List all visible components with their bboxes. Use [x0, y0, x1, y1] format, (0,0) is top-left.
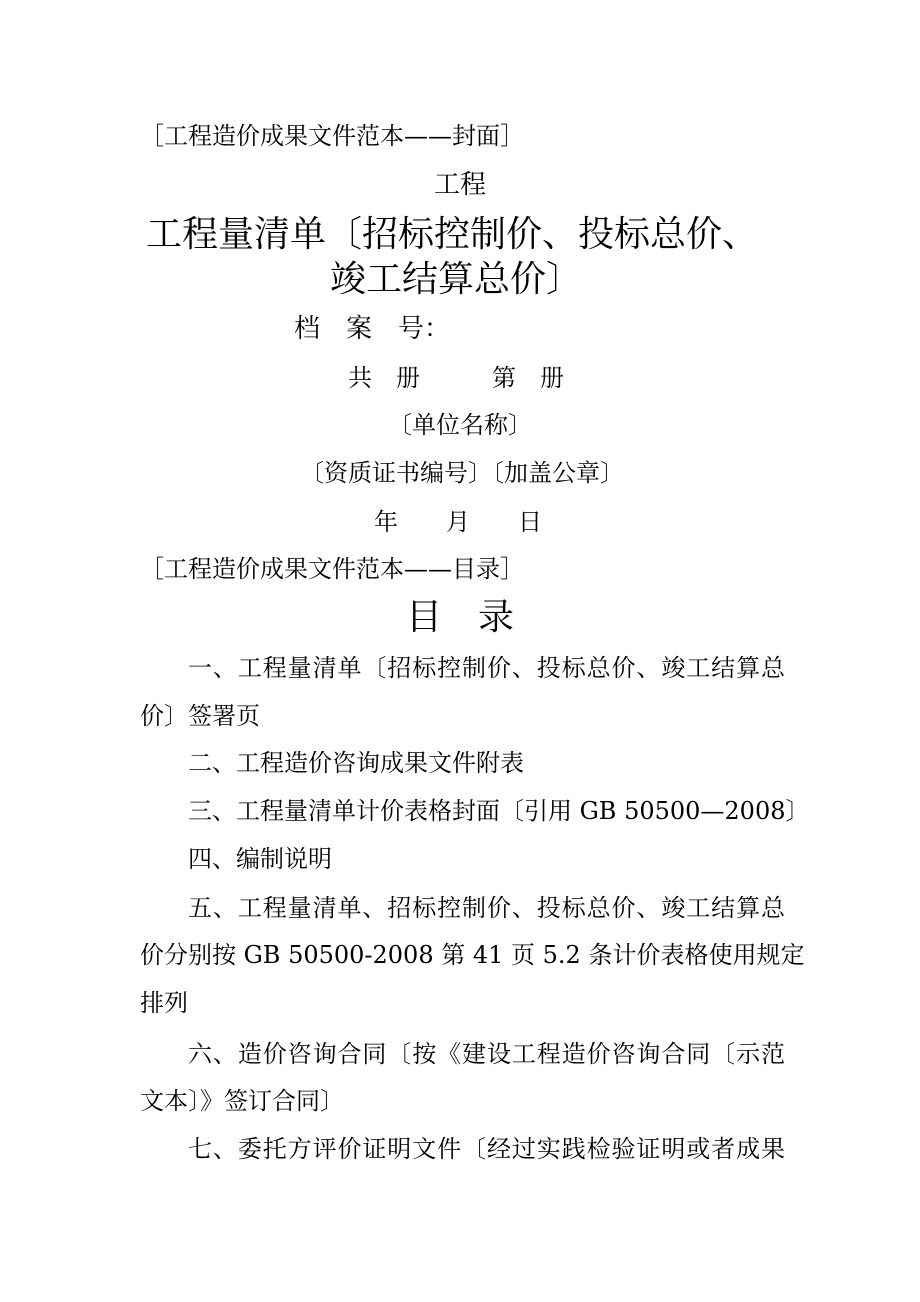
cover-title-line-1: 工程量清单〔招标控制价、投标总价、	[146, 214, 759, 255]
qualification-seal: 〔资质证书编号〕〔加盖公章〕	[300, 459, 624, 487]
toc-section-label: ［工程造价成果文件范本——目录］	[140, 555, 524, 583]
toc-heading: 目 录	[405, 597, 514, 638]
unit-name: 〔单位名称〕	[388, 411, 532, 439]
toc-item-2: 二、工程造价咨询成果文件附表	[188, 749, 524, 777]
toc-item-1-line-2: 价〕签署页	[140, 702, 260, 730]
toc-item-5-line-3: 排列	[140, 989, 188, 1017]
toc-item-6-line-2: 文本〕》签订合同〕	[140, 1087, 344, 1115]
toc-item-3: 三、工程量清单计价表格封面〔引用 GB 50500—2008〕	[188, 797, 810, 825]
cover-title-line-2: 竣工结算总价〕	[330, 259, 583, 300]
toc-item-1-line-1: 一、工程量清单〔招标控制价、投标总价、竣工结算总	[188, 654, 785, 682]
date-line: 年 月 日	[374, 508, 542, 536]
volume-count: 共 册 第 册	[348, 364, 564, 392]
project-word: 工程	[433, 170, 486, 200]
toc-item-5-line-2: 价分别按 GB 50500-2008 第 41 页 5.2 条计价表格使用规定	[140, 941, 805, 969]
toc-item-7-line-1: 七、委托方评价证明文件〔经过实践检验证明或者成果	[188, 1135, 785, 1163]
archive-number-label: 档 案 号：	[294, 314, 451, 344]
cover-section-label: ［工程造价成果文件范本——封面］	[140, 122, 524, 150]
toc-item-5-line-1: 五、工程量清单、招标控制价、投标总价、竣工结算总	[188, 894, 785, 922]
toc-item-6-line-1: 六、造价咨询合同〔按《建设工程造价咨询合同〔示范	[188, 1040, 785, 1068]
toc-item-4: 四、编制说明	[188, 845, 332, 873]
